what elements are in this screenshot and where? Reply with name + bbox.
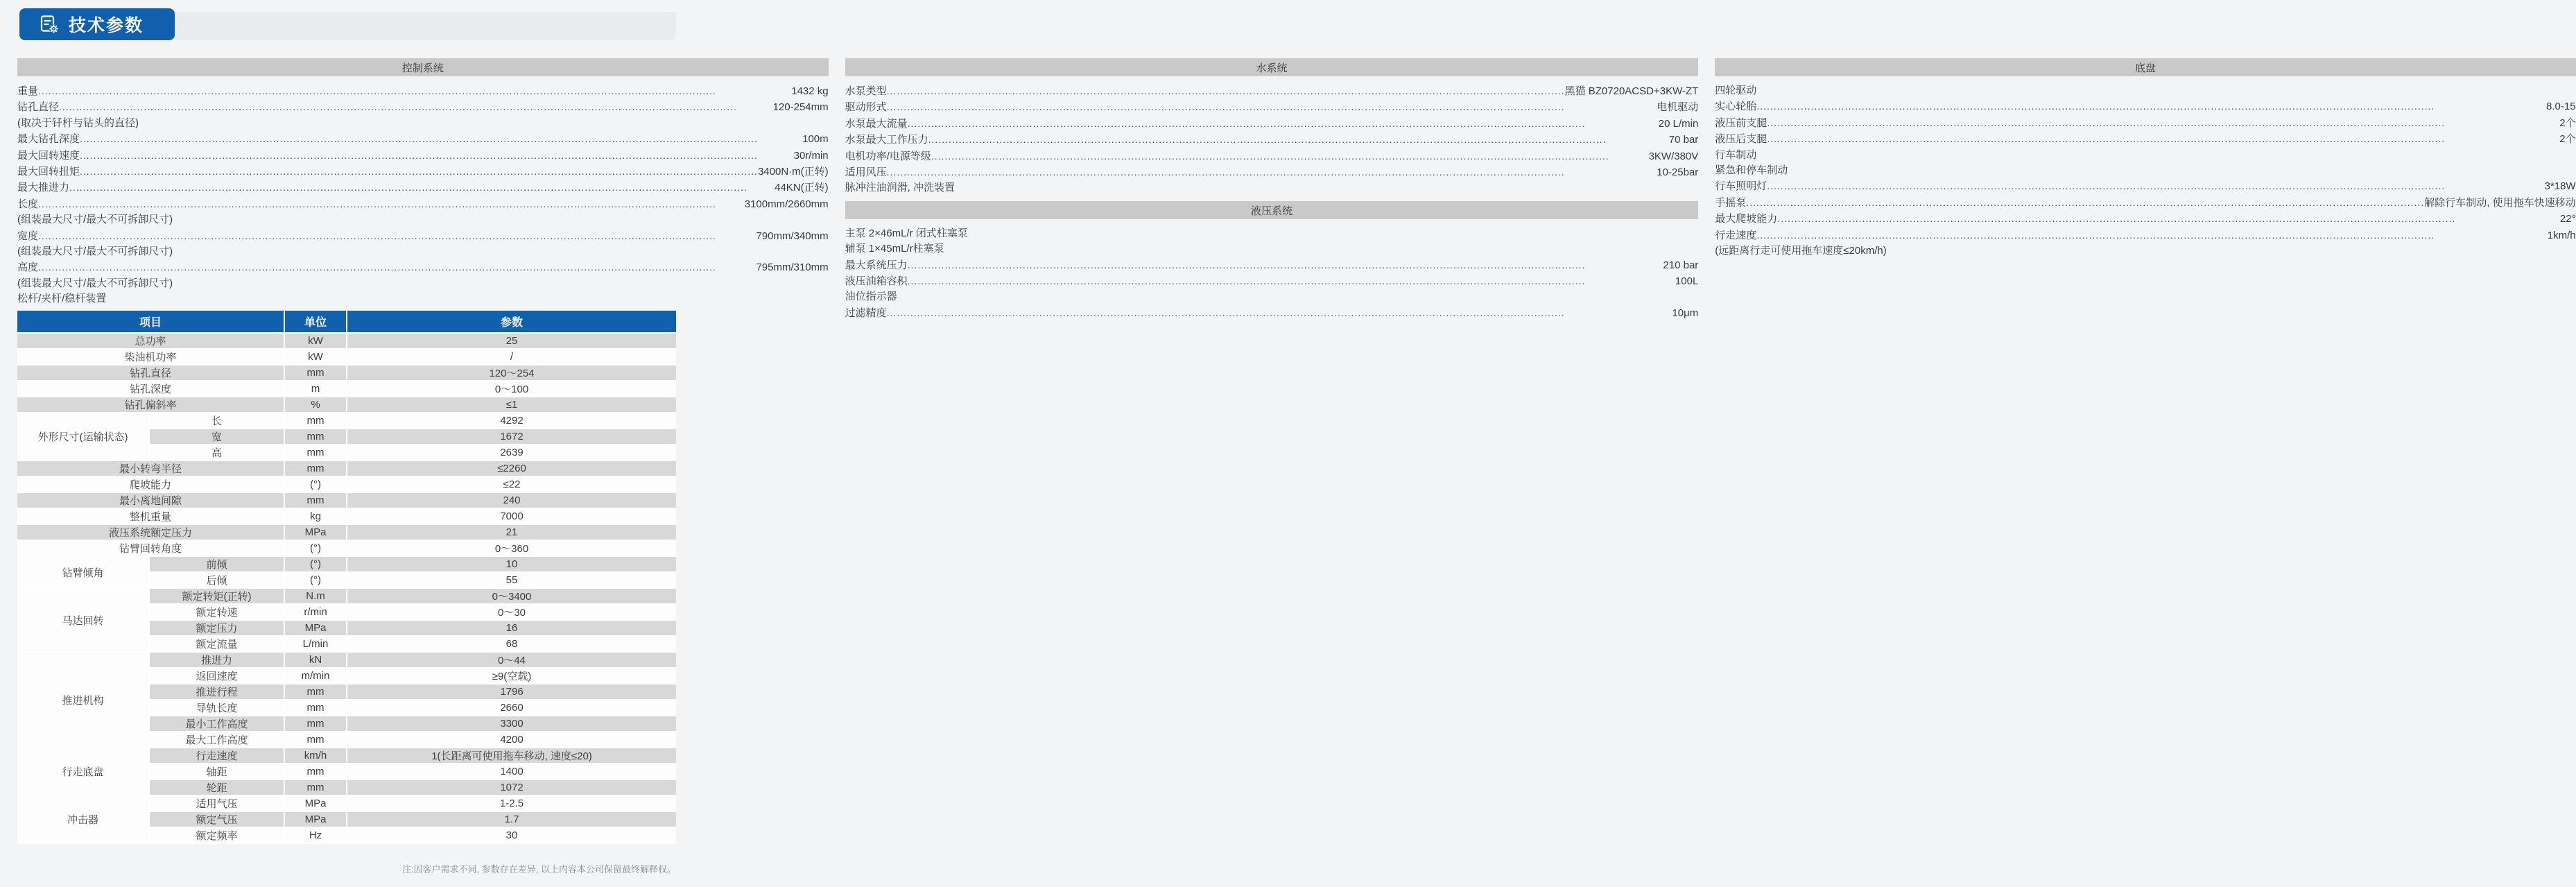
unit-cell: kg xyxy=(284,508,347,524)
spec-value: 2个 xyxy=(2559,117,2576,129)
item-cell: 推进力 xyxy=(149,652,284,668)
spec-section xyxy=(845,58,1699,196)
group-cell: 行走底盘 xyxy=(17,748,149,795)
spec-label: 主泵 2×46mL/r 闭式柱塞泵 xyxy=(845,227,968,239)
spec-section xyxy=(1715,58,2575,259)
spec-label: 四轮驱动 xyxy=(1715,85,1757,96)
unit-cell: (°) xyxy=(284,540,347,556)
spec-label: 实心轮胎 xyxy=(1715,101,1757,113)
page-title-banner xyxy=(19,8,175,40)
column-header-unit: 单位 xyxy=(284,311,347,333)
item-cell: 钻孔深度 xyxy=(17,381,284,397)
unit-cell: mm xyxy=(284,492,347,508)
spec-line xyxy=(845,273,1699,289)
spec-line xyxy=(845,257,1699,273)
unit-cell: mm xyxy=(284,365,347,381)
spec-line xyxy=(1715,115,2575,131)
param-cell: ≤1 xyxy=(347,397,676,413)
unit-cell: kN xyxy=(284,652,347,668)
item-cell: 钻臂回转角度 xyxy=(17,540,284,556)
param-cell: 68 xyxy=(347,636,676,652)
item-cell: 后倾 xyxy=(149,572,284,588)
item-cell: 导轨长度 xyxy=(149,700,284,716)
spec-label: 水泵类型 xyxy=(845,85,887,97)
unit-cell: L/min xyxy=(284,636,347,652)
spec-label: 紧急和停车制动 xyxy=(1715,164,1788,177)
table-row xyxy=(17,492,676,508)
table-row xyxy=(17,460,676,476)
spec-label: 驱动形式 xyxy=(845,101,887,114)
spec-line xyxy=(1715,178,2575,194)
parameters-table-wrap xyxy=(17,311,676,844)
page-title: 技术参数 xyxy=(69,16,144,35)
spec-value: 795mm/310mm xyxy=(756,261,829,274)
unit-cell: m xyxy=(284,381,347,397)
table-body xyxy=(17,333,676,843)
dot-leader: ........................................................................................................................................................................................................ xyxy=(38,230,716,241)
spec-column-0 xyxy=(17,58,829,321)
spec-label: 最大回转扭矩 xyxy=(17,166,80,178)
dot-leader: ........................................................................................................................................................................................................ xyxy=(1767,180,2446,192)
param-cell: 21 xyxy=(347,524,676,540)
spec-value: 8.0-15 xyxy=(2546,101,2576,113)
unit-cell: km/h xyxy=(284,748,347,764)
item-cell: 最大工作高度 xyxy=(149,732,284,748)
footer-note: 注:因客户需求不同, 参数存在差异, 以上内容本公司保留最终解释权。 xyxy=(401,864,676,875)
spec-value: 70 bar xyxy=(1668,134,1699,146)
param-cell: 120～254 xyxy=(347,365,676,381)
dot-leader: ........................................................................................................................................................................................................ xyxy=(886,166,1565,178)
column-header-param: 参数 xyxy=(347,311,676,333)
unit-cell: MPa xyxy=(284,811,347,827)
spec-label: 适用风压 xyxy=(845,166,887,179)
spec-label: 最大回转速度 xyxy=(17,149,80,162)
param-cell: 1072 xyxy=(347,780,676,795)
param-cell: 3300 xyxy=(347,716,676,732)
unit-cell: kW xyxy=(284,333,347,349)
item-cell: 最小工作高度 xyxy=(149,716,284,732)
unit-cell: MPa xyxy=(284,620,347,636)
spec-value: 3*18W xyxy=(2544,180,2576,193)
spec-line xyxy=(1715,98,2575,114)
parameters-table xyxy=(17,311,676,844)
param-cell: 1.7 xyxy=(347,811,676,827)
spec-value: 44KN(正转) xyxy=(775,182,829,194)
spec-line xyxy=(1715,148,2575,163)
group-cell: 推进机构 xyxy=(17,652,149,748)
spec-value: 10-25bar xyxy=(1657,166,1699,179)
unit-cell: Hz xyxy=(284,827,347,843)
dot-leader: ........................................................................................................................................................................................................ xyxy=(886,307,1565,318)
dot-leader: ........................................................................................................................................................................................................ xyxy=(80,133,758,145)
unit-cell: kW xyxy=(284,349,347,365)
spec-section xyxy=(845,201,1699,321)
spec-label: (组装最大尺寸/最大不可拆卸尺寸) xyxy=(17,277,173,289)
spec-label: 重量 xyxy=(17,85,39,97)
group-cell: 马达回转 xyxy=(17,588,149,652)
spec-label: 行车照明灯 xyxy=(1715,180,1767,193)
spec-label: 液压前支腿 xyxy=(1715,117,1767,129)
unit-cell: mm xyxy=(284,780,347,795)
spec-label: (取决于钎杆与钻头的直径) xyxy=(17,117,139,129)
item-cell: 高 xyxy=(149,445,284,460)
dot-leader: ........................................................................................................................................................................................................ xyxy=(1767,117,2446,128)
dot-leader: ........................................................................................................................................................................................................ xyxy=(38,261,716,273)
item-cell: 宽 xyxy=(149,429,284,445)
item-cell: 额定流量 xyxy=(149,636,284,652)
spec-value: 3KW/380V xyxy=(1648,150,1699,162)
item-cell: 行走速度 xyxy=(149,748,284,764)
spec-label: 钻孔直径 xyxy=(17,101,60,114)
item-cell: 总功率 xyxy=(17,333,284,349)
spec-line xyxy=(17,83,829,99)
unit-cell: mm xyxy=(284,684,347,700)
spec-line xyxy=(845,148,1699,164)
spec-value: 790mm/340mm xyxy=(756,230,829,242)
spec-label: 行走速度 xyxy=(1715,229,1757,241)
dot-leader: ........................................................................................................................................................................................................ xyxy=(886,85,1565,96)
unit-cell: (°) xyxy=(284,572,347,588)
spec-label: 最大推进力 xyxy=(17,182,70,194)
spec-label: 脉冲注油润滑, 冲洗装置 xyxy=(845,182,955,194)
item-cell: 推进行程 xyxy=(149,684,284,700)
group-cell: 钻臂倾角 xyxy=(17,556,149,588)
spec-line xyxy=(17,116,829,131)
param-cell: 2639 xyxy=(347,445,676,460)
spec-line xyxy=(1715,131,2575,147)
group-cell: 外形尺寸(运输状态) xyxy=(17,413,149,460)
spec-value: 黑猫 BZ0720ACSD+3KW-ZT xyxy=(1564,85,1699,97)
unit-cell: mm xyxy=(284,445,347,460)
spec-label: (组装最大尺寸/最大不可拆卸尺寸) xyxy=(17,246,173,258)
dot-leader: ........................................................................................................................................................................................................ xyxy=(886,101,1565,113)
item-cell: 液压系统额定压力 xyxy=(17,524,284,540)
param-cell: 4200 xyxy=(347,732,676,748)
param-cell: 7000 xyxy=(347,508,676,524)
unit-cell: mm xyxy=(284,700,347,716)
document-gear-icon xyxy=(39,14,60,35)
dot-leader: ........................................................................................................................................................................................................ xyxy=(38,85,716,96)
spec-value: 1km/h xyxy=(2547,229,2576,241)
spec-line xyxy=(17,99,829,115)
item-cell: 适用气压 xyxy=(149,795,284,811)
spec-line xyxy=(845,132,1699,148)
spec-line xyxy=(17,228,829,244)
unit-cell: % xyxy=(284,397,347,413)
dot-leader: ........................................................................................................................................................................................................ xyxy=(38,198,716,209)
spec-line xyxy=(17,131,829,147)
spec-column-2 xyxy=(1715,58,2575,321)
param-cell: ≤2260 xyxy=(347,460,676,476)
param-cell: ≤22 xyxy=(347,476,676,492)
spec-label: 液压油箱容积 xyxy=(845,275,908,288)
spec-label: 最大钻孔深度 xyxy=(17,133,80,146)
spec-line xyxy=(17,244,829,259)
dot-leader: ........................................................................................................................................................................................................ xyxy=(907,275,1586,287)
param-cell: 1-2.5 xyxy=(347,795,676,811)
item-cell: 额定压力 xyxy=(149,620,284,636)
param-cell: 16 xyxy=(347,620,676,636)
dot-leader: ........................................................................................................................................................................................................ xyxy=(1767,133,2446,145)
unit-cell: MPa xyxy=(284,795,347,811)
dot-leader: ........................................................................................................................................................................................................ xyxy=(928,134,1607,146)
spec-value: 3400N·m(正转) xyxy=(757,166,829,178)
group-cell: 冲击器 xyxy=(17,795,149,843)
spec-line xyxy=(1715,227,2575,243)
unit-cell: mm xyxy=(284,764,347,780)
spec-value: 100L xyxy=(1675,275,1699,288)
param-cell: 1672 xyxy=(347,429,676,445)
item-cell: 前倾 xyxy=(149,556,284,572)
param-cell: 25 xyxy=(347,333,676,349)
spec-line xyxy=(845,289,1699,304)
spec-value: 1432 kg xyxy=(791,85,829,97)
spec-value: 10μm xyxy=(1672,307,1699,319)
param-cell: 0～44 xyxy=(347,652,676,668)
section-header: 底盘 xyxy=(1715,58,2575,76)
item-cell: 最小离地间隙 xyxy=(17,492,284,508)
spec-value: 3100mm/2660mm xyxy=(744,198,829,210)
dot-leader: ........................................................................................................................................................................................................ xyxy=(931,150,1609,162)
spec-label: 长度 xyxy=(17,198,39,210)
param-cell: 1796 xyxy=(347,684,676,700)
item-cell: 额定气压 xyxy=(149,811,284,827)
spec-line xyxy=(1715,163,2575,178)
spec-value: 电机驱动 xyxy=(1657,101,1699,114)
param-cell: 55 xyxy=(347,572,676,588)
spec-value: 20 L/min xyxy=(1658,117,1699,130)
unit-cell: mm xyxy=(284,429,347,445)
spec-label: 辅泵 1×45mL/r柱塞泵 xyxy=(845,243,944,255)
item-cell: 额定转速 xyxy=(149,604,284,620)
param-cell: 4292 xyxy=(347,413,676,429)
item-cell: 轮距 xyxy=(149,780,284,795)
spec-label: 油位指示器 xyxy=(845,291,897,303)
table-row xyxy=(17,524,676,540)
spec-line xyxy=(17,164,829,180)
spec-value: 120-254mm xyxy=(772,101,829,114)
spec-label: (组装最大尺寸/最大不可拆卸尺寸) xyxy=(17,214,173,226)
spec-line xyxy=(845,164,1699,180)
item-cell: 最小转弯半径 xyxy=(17,460,284,476)
table-row xyxy=(17,476,676,492)
spec-column-1 xyxy=(845,58,1699,321)
unit-cell: mm xyxy=(284,413,347,429)
dot-leader: ........................................................................................................................................................................................................ xyxy=(1777,213,2456,225)
table-row xyxy=(17,365,676,381)
spec-value: 2个 xyxy=(2559,133,2576,146)
unit-cell: m/min xyxy=(284,668,347,684)
spec-line xyxy=(17,212,829,227)
spec-label: 行车制动 xyxy=(1715,148,1757,161)
spec-value: 22° xyxy=(2559,213,2576,225)
table-row xyxy=(17,508,676,524)
section-header: 控制系统 xyxy=(17,58,829,76)
dot-leader: ........................................................................................................................................................................................................ xyxy=(1756,101,2435,112)
table-header-row xyxy=(17,311,676,333)
spec-line xyxy=(845,305,1699,321)
spec-line xyxy=(1715,83,2575,98)
item-cell: 返回速度 xyxy=(149,668,284,684)
item-cell: 整机重量 xyxy=(17,508,284,524)
param-cell: 1(长距离可使用拖车移动, 速度≤20) xyxy=(347,748,676,764)
spec-line xyxy=(845,241,1699,257)
param-cell: 30 xyxy=(347,827,676,843)
section-header: 液压系统 xyxy=(845,201,1699,219)
table-row xyxy=(17,748,676,764)
spec-line xyxy=(17,148,829,164)
spec-label: (远距离行走可使用拖车速度≤20km/h) xyxy=(1715,245,1887,257)
spec-line xyxy=(845,83,1699,99)
unit-cell: (°) xyxy=(284,556,347,572)
table-row xyxy=(17,381,676,397)
spec-line xyxy=(1715,243,2575,259)
table-row xyxy=(17,652,676,668)
param-cell: 0～360 xyxy=(347,540,676,556)
table-row xyxy=(17,540,676,556)
spec-line xyxy=(17,291,829,307)
unit-cell: N.m xyxy=(284,588,347,604)
unit-cell: (°) xyxy=(284,476,347,492)
spec-columns xyxy=(17,58,2576,321)
dot-leader: ........................................................................................................................................................................................................ xyxy=(80,149,758,161)
param-cell: 1400 xyxy=(347,764,676,780)
item-cell: 柴油机功率 xyxy=(17,349,284,365)
param-cell: ≥9(空载) xyxy=(347,668,676,684)
spec-line xyxy=(845,180,1699,196)
dot-leader: ........................................................................................................................................................................................................ xyxy=(907,117,1586,129)
spec-value: 解除行车制动, 使用拖车快速移动 xyxy=(2424,196,2576,209)
item-cell: 长 xyxy=(149,413,284,429)
unit-cell: mm xyxy=(284,732,347,748)
spec-line xyxy=(845,116,1699,132)
dot-leader: ........................................................................................................................................................................................................ xyxy=(907,259,1586,270)
spec-line xyxy=(1715,211,2575,227)
spec-label: 松杆/夹杆/稳杆装置 xyxy=(17,293,107,305)
spec-label: 过滤精度 xyxy=(845,307,887,319)
spec-line xyxy=(17,196,829,212)
item-cell: 钻孔偏斜率 xyxy=(17,397,284,413)
param-cell: 0～100 xyxy=(347,381,676,397)
table-row xyxy=(17,349,676,365)
spec-value: 30r/min xyxy=(793,149,829,162)
item-cell: 钻孔直径 xyxy=(17,365,284,381)
spec-line xyxy=(1715,195,2575,211)
spec-label: 水泵最大工作压力 xyxy=(845,134,928,146)
spec-label: 高度 xyxy=(17,261,39,274)
spec-label: 手摇泵 xyxy=(1715,196,1747,209)
dot-leader: ........................................................................................................................................................................................................ xyxy=(1756,229,2435,241)
param-cell: / xyxy=(347,349,676,365)
spec-label: 水泵最大流量 xyxy=(845,117,908,130)
spec-section xyxy=(17,58,829,307)
spec-value: 210 bar xyxy=(1663,259,1699,271)
dot-leader: ........................................................................................................................................................................................................ xyxy=(1746,196,2425,208)
table-row xyxy=(17,397,676,413)
param-cell: 0～30 xyxy=(347,604,676,620)
param-cell: 2660 xyxy=(347,700,676,716)
dot-leader: ........................................................................................................................................................................................................ xyxy=(80,166,758,178)
unit-cell: MPa xyxy=(284,524,347,540)
spec-label: 最大系统压力 xyxy=(845,259,908,271)
table-row xyxy=(17,556,676,572)
unit-cell: mm xyxy=(284,716,347,732)
section-header: 水系统 xyxy=(845,58,1699,76)
dot-leader: ........................................................................................................................................................................................................ xyxy=(59,101,737,113)
column-header-item: 项目 xyxy=(17,311,284,333)
spec-line xyxy=(845,226,1699,241)
table-row xyxy=(17,588,676,604)
unit-cell: mm xyxy=(284,460,347,476)
table-row xyxy=(17,795,676,811)
param-cell: 10 xyxy=(347,556,676,572)
spec-label: 最大爬坡能力 xyxy=(1715,213,1778,225)
table-row xyxy=(17,413,676,429)
spec-line xyxy=(845,99,1699,115)
spec-line xyxy=(17,180,829,196)
spec-line xyxy=(17,259,829,275)
table-row xyxy=(17,333,676,349)
spec-line xyxy=(17,276,829,291)
spec-label: 液压后支腿 xyxy=(1715,133,1767,146)
param-cell: 0～3400 xyxy=(347,588,676,604)
spec-value: 100m xyxy=(802,133,829,146)
item-cell: 额定频率 xyxy=(149,827,284,843)
unit-cell: r/min xyxy=(284,604,347,620)
param-cell: 240 xyxy=(347,492,676,508)
dot-leader: ........................................................................................................................................................................................................ xyxy=(69,182,747,193)
spec-label: 宽度 xyxy=(17,230,39,242)
item-cell: 额定转矩(正转) xyxy=(149,588,284,604)
item-cell: 爬坡能力 xyxy=(17,476,284,492)
spec-label: 电机功率/电源等级 xyxy=(845,150,931,162)
item-cell: 轴距 xyxy=(149,764,284,780)
